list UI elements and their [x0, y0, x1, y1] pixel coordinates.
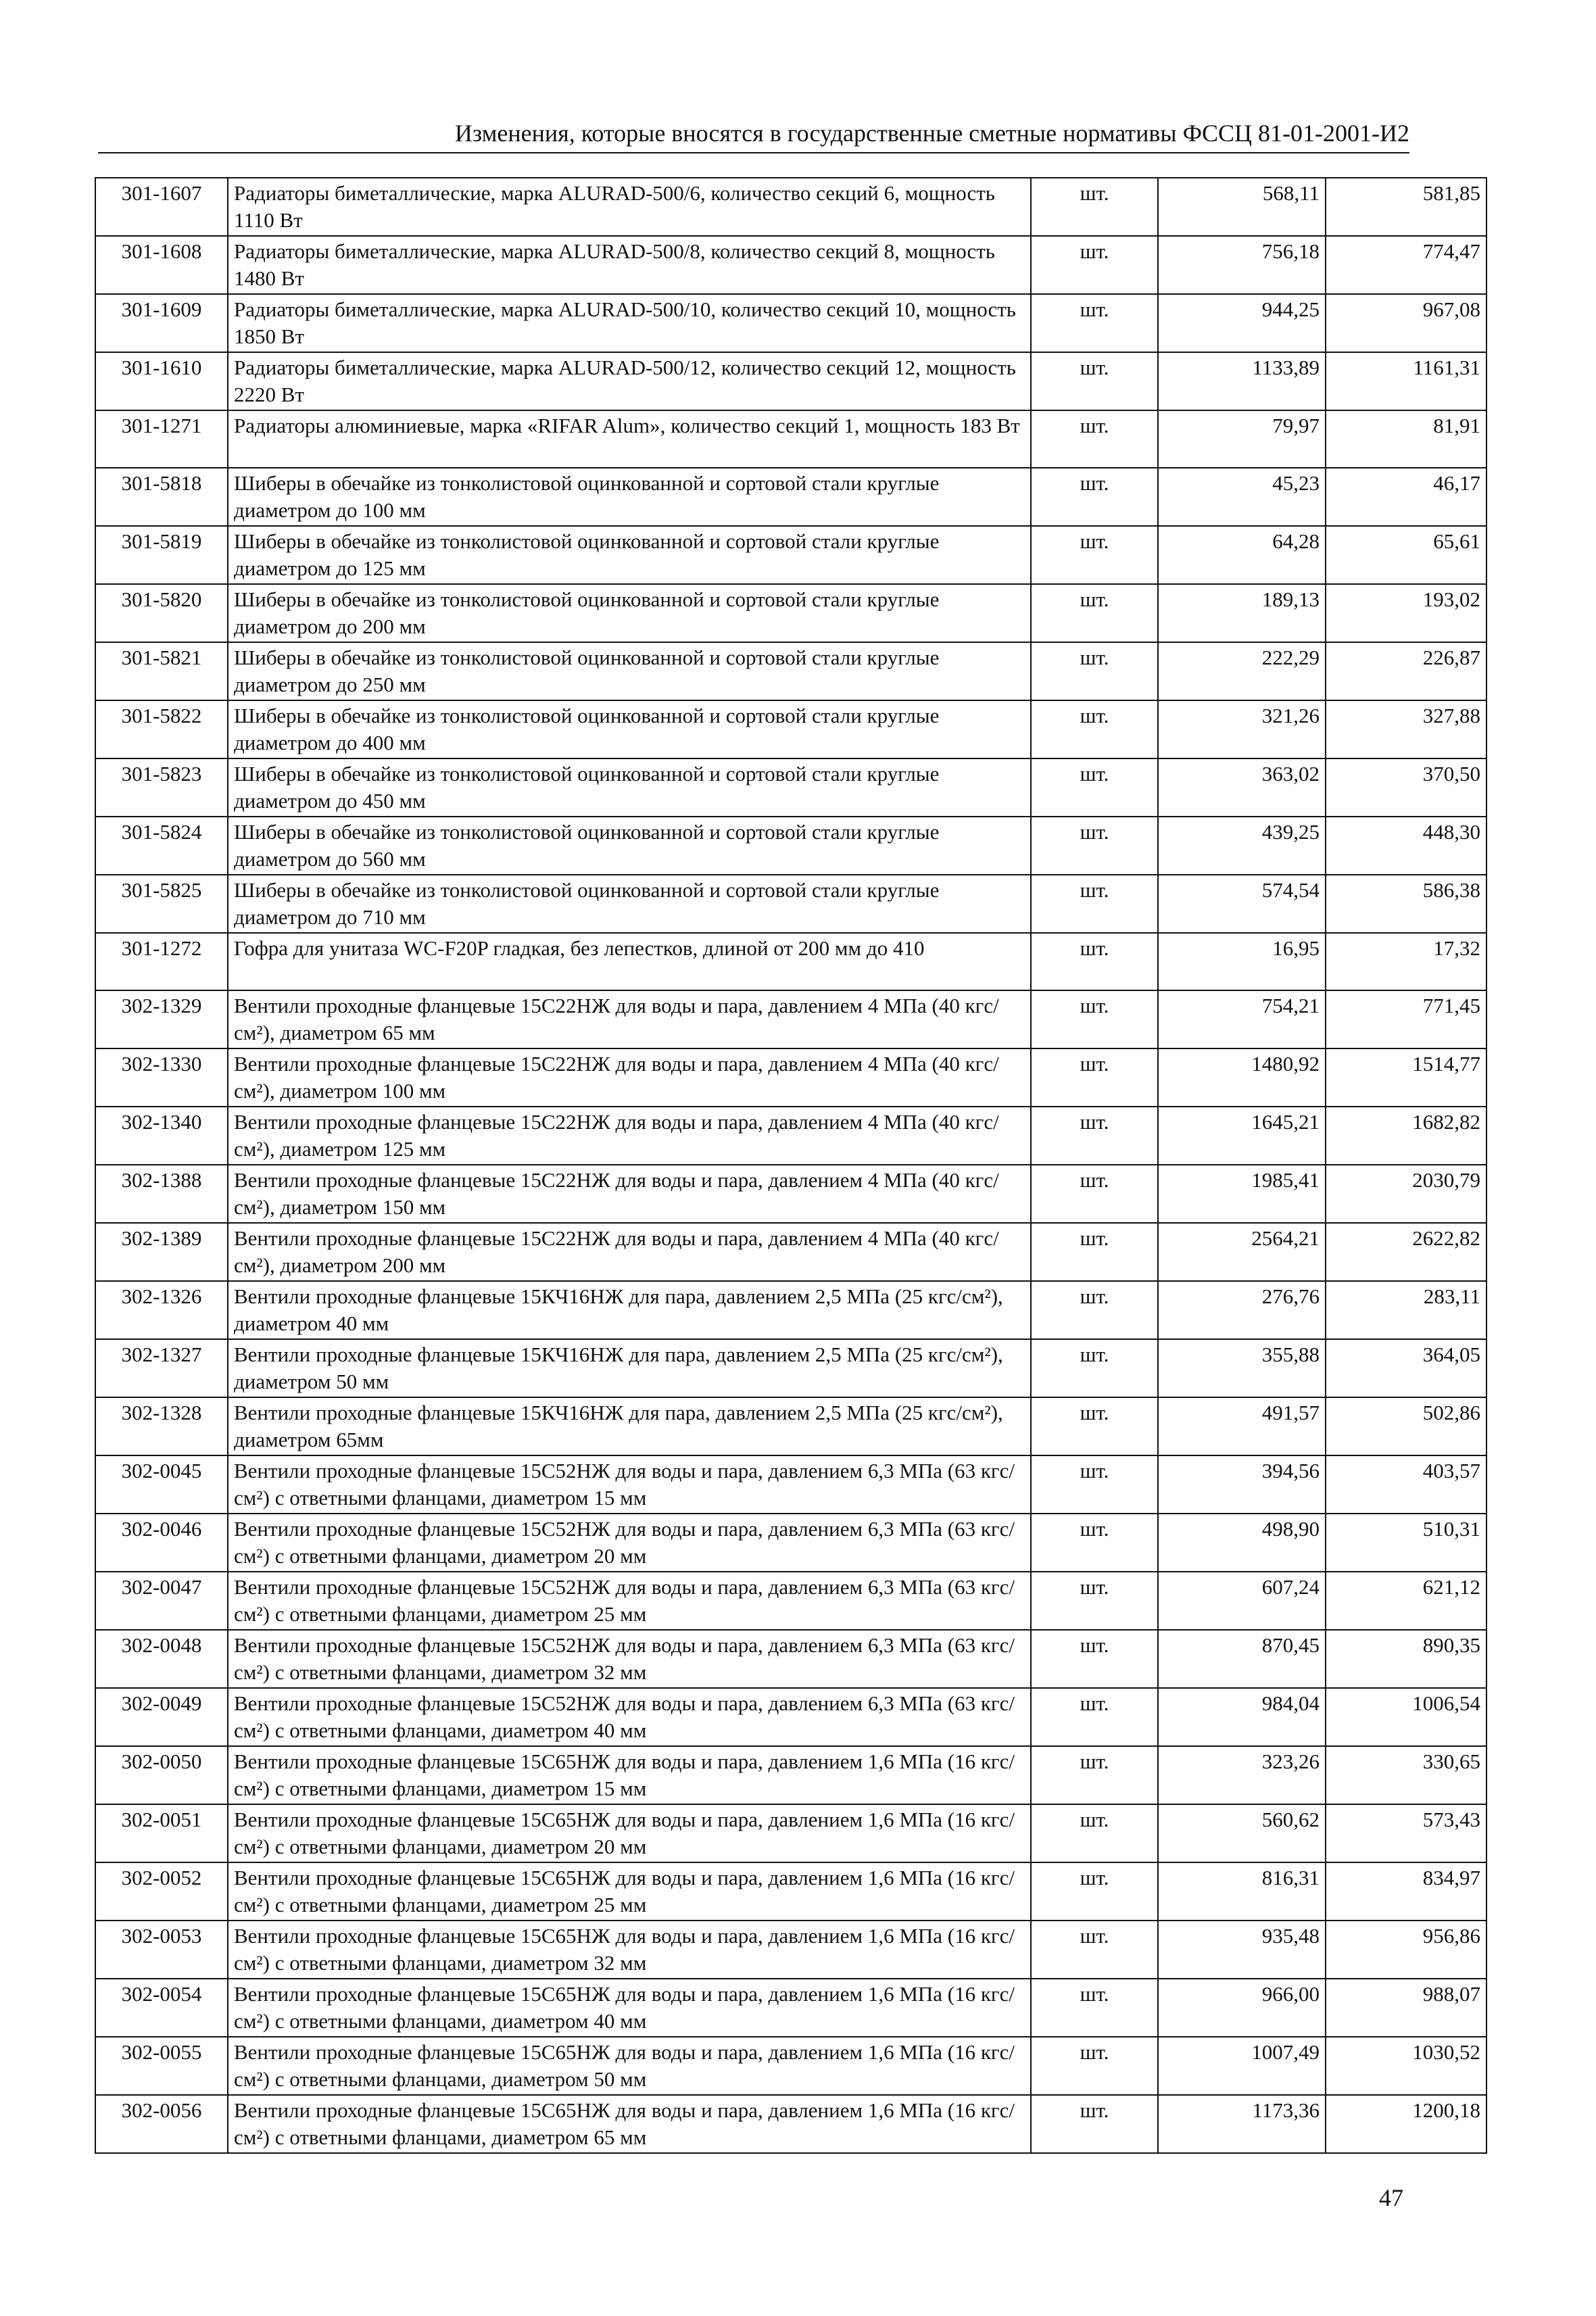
description-cell: Вентили проходные фланцевые 15С22НЖ для воды и пара, давлением 4 МПа (40 кгс/см²), диаметром 200 мм — [228, 1223, 1031, 1281]
price-cell: 984,04 — [1158, 1688, 1326, 1746]
unit-cell: шт. — [1031, 642, 1158, 700]
table-row — [95, 410, 1486, 468]
price-cell: 816,31 — [1158, 1862, 1326, 1921]
resource-code-cell: 302-0052 — [95, 1862, 228, 1921]
description-cell: Вентили проходные фланцевые 15С52НЖ для воды и пара, давлением 6,3 МПа (63 кгс/см²) с ответными фланцами, диаметром 32 мм — [228, 1630, 1031, 1688]
price-cell: 439,25 — [1158, 817, 1326, 875]
price-table-body — [95, 178, 1486, 2153]
unit-cell: шт. — [1031, 817, 1158, 875]
price-cell: 222,29 — [1158, 642, 1326, 700]
unit-cell: шт. — [1031, 1339, 1158, 1397]
price-cell: 1007,49 — [1158, 2037, 1326, 2095]
description-cell: Вентили проходные фланцевые 15С22НЖ для воды и пара, давлением 4 МПа (40 кгс/см²), диаметром 150 мм — [228, 1165, 1031, 1223]
table-row — [95, 584, 1486, 642]
description-cell: Радиаторы биметаллические, марка ALURAD-500/12, количество секций 12, мощность 2220 Вт — [228, 352, 1031, 410]
resource-code-cell: 301-5825 — [95, 875, 228, 933]
unit-cell: шт. — [1031, 1223, 1158, 1281]
price-updated-cell: 502,86 — [1326, 1397, 1486, 1455]
table-row — [95, 1514, 1486, 1572]
resource-code-cell: 302-1328 — [95, 1397, 228, 1455]
description-cell: Шиберы в обечайке из тонколистовой оцинкованной и сортовой стали круглые диаметром до 710 мм — [228, 875, 1031, 933]
table-row — [95, 875, 1486, 933]
price-updated-cell: 890,35 — [1326, 1630, 1486, 1688]
unit-cell: шт. — [1031, 700, 1158, 758]
price-updated-cell: 1161,31 — [1326, 352, 1486, 410]
table-row — [95, 758, 1486, 817]
unit-cell: шт. — [1031, 410, 1158, 468]
price-updated-cell: 581,85 — [1326, 178, 1486, 236]
price-cell: 491,57 — [1158, 1397, 1326, 1455]
price-updated-cell: 81,91 — [1326, 410, 1486, 468]
unit-cell: шт. — [1031, 1862, 1158, 1921]
price-updated-cell: 2622,82 — [1326, 1223, 1486, 1281]
resource-code-cell: 302-0048 — [95, 1630, 228, 1688]
unit-cell: шт. — [1031, 933, 1158, 990]
description-cell: Радиаторы биметаллические, марка ALURAD-500/10, количество секций 10, мощность 1850 Вт — [228, 294, 1031, 352]
resource-code-cell: 301-5818 — [95, 468, 228, 526]
unit-cell: шт. — [1031, 2095, 1158, 2153]
table-row — [95, 642, 1486, 700]
table-row — [95, 1107, 1486, 1165]
price-cell: 45,23 — [1158, 468, 1326, 526]
price-cell: 754,21 — [1158, 990, 1326, 1048]
unit-cell: шт. — [1031, 1165, 1158, 1223]
price-updated-cell: 226,87 — [1326, 642, 1486, 700]
description-cell: Вентили проходные фланцевые 15С65НЖ для воды и пара, давлением 1,6 МПа (16 кгс/см²) с ответными фланцами, диаметром 20 мм — [228, 1804, 1031, 1862]
price-updated-cell: 573,43 — [1326, 1804, 1486, 1862]
table-row — [95, 352, 1486, 410]
description-cell: Вентили проходные фланцевые 15КЧ16НЖ для пара, давлением 2,5 МПа (25 кгс/см²), диаметром 50 мм — [228, 1339, 1031, 1397]
price-cell: 189,13 — [1158, 584, 1326, 642]
unit-cell: шт. — [1031, 1979, 1158, 2037]
table-row — [95, 1281, 1486, 1339]
price-updated-cell: 1006,54 — [1326, 1688, 1486, 1746]
price-cell: 16,95 — [1158, 933, 1326, 990]
unit-cell: шт. — [1031, 2037, 1158, 2095]
unit-cell: шт. — [1031, 758, 1158, 817]
table-row — [95, 178, 1486, 236]
table-row — [95, 1688, 1486, 1746]
price-cell: 944,25 — [1158, 294, 1326, 352]
table-row — [95, 1572, 1486, 1630]
price-updated-cell: 586,38 — [1326, 875, 1486, 933]
unit-cell: шт. — [1031, 1281, 1158, 1339]
unit-cell: шт. — [1031, 1397, 1158, 1455]
price-updated-cell: 403,57 — [1326, 1455, 1486, 1514]
resource-code-cell: 302-1329 — [95, 990, 228, 1048]
description-cell: Радиаторы алюминиевые, марка «RIFAR Alum», количество секций 1, мощность 183 Вт — [228, 410, 1031, 468]
table-row — [95, 294, 1486, 352]
table-row — [95, 933, 1486, 990]
resource-code-cell: 302-0047 — [95, 1572, 228, 1630]
resource-code-cell: 302-0050 — [95, 1746, 228, 1804]
price-updated-cell: 834,97 — [1326, 1862, 1486, 1921]
price-updated-cell: 771,45 — [1326, 990, 1486, 1048]
unit-cell: шт. — [1031, 875, 1158, 933]
table-row — [95, 1165, 1486, 1223]
table-row — [95, 526, 1486, 584]
price-cell: 574,54 — [1158, 875, 1326, 933]
description-cell: Радиаторы биметаллические, марка ALURAD-500/8, количество секций 8, мощность 1480 Вт — [228, 236, 1031, 294]
price-updated-cell: 327,88 — [1326, 700, 1486, 758]
resource-code-cell: 302-0055 — [95, 2037, 228, 2095]
resource-code-cell: 301-5824 — [95, 817, 228, 875]
unit-cell: шт. — [1031, 1746, 1158, 1804]
table-row — [95, 1223, 1486, 1281]
table-row — [95, 1746, 1486, 1804]
description-cell: Вентили проходные фланцевые 15С52НЖ для воды и пара, давлением 6,3 МПа (63 кгс/см²) с ответными фланцами, диаметром 15 мм — [228, 1455, 1031, 1514]
unit-cell: шт. — [1031, 1804, 1158, 1862]
table-row — [95, 1455, 1486, 1514]
resource-code-cell: 302-1327 — [95, 1339, 228, 1397]
table-row — [95, 817, 1486, 875]
description-cell: Вентили проходные фланцевые 15С52НЖ для воды и пара, давлением 6,3 МПа (63 кгс/см²) с ответными фланцами, диаметром 20 мм — [228, 1514, 1031, 1572]
description-cell: Шиберы в обечайке из тонколистовой оцинкованной и сортовой стали круглые диаметром до 250 мм — [228, 642, 1031, 700]
resource-code-cell: 301-1609 — [95, 294, 228, 352]
description-cell: Вентили проходные фланцевые 15С65НЖ для воды и пара, давлением 1,6 МПа (16 кгс/см²) с ответными фланцами, диаметром 32 мм — [228, 1921, 1031, 1979]
resource-code-cell: 302-0051 — [95, 1804, 228, 1862]
table-row — [95, 990, 1486, 1048]
price-cell: 394,56 — [1158, 1455, 1326, 1514]
description-cell: Вентили проходные фланцевые 15С65НЖ для воды и пара, давлением 1,6 МПа (16 кгс/см²) с ответными фланцами, диаметром 65 мм — [228, 2095, 1031, 2153]
price-updated-cell: 17,32 — [1326, 933, 1486, 990]
price-updated-cell: 1514,77 — [1326, 1048, 1486, 1107]
price-cell: 64,28 — [1158, 526, 1326, 584]
resource-code-cell: 302-1330 — [95, 1048, 228, 1107]
price-updated-cell: 1682,82 — [1326, 1107, 1486, 1165]
table-row — [95, 1862, 1486, 1921]
price-updated-cell: 2030,79 — [1326, 1165, 1486, 1223]
price-cell: 560,62 — [1158, 1804, 1326, 1862]
description-cell: Вентили проходные фланцевые 15С22НЖ для воды и пара, давлением 4 МПа (40 кгс/см²), диаметром 100 мм — [228, 1048, 1031, 1107]
price-cell: 1480,92 — [1158, 1048, 1326, 1107]
price-updated-cell: 193,02 — [1326, 584, 1486, 642]
price-updated-cell: 988,07 — [1326, 1979, 1486, 2037]
description-cell: Шиберы в обечайке из тонколистовой оцинкованной и сортовой стали круглые диаметром до 100 мм — [228, 468, 1031, 526]
price-table — [95, 177, 1487, 2154]
resource-code-cell: 302-1326 — [95, 1281, 228, 1339]
unit-cell: шт. — [1031, 1455, 1158, 1514]
description-cell: Шиберы в обечайке из тонколистовой оцинкованной и сортовой стали круглые диаметром до 125 мм — [228, 526, 1031, 584]
price-updated-cell: 364,05 — [1326, 1339, 1486, 1397]
resource-code-cell: 301-1608 — [95, 236, 228, 294]
resource-code-cell: 302-1388 — [95, 1165, 228, 1223]
page-header: Изменения, которые вносятся в государственные сметные нормативы ФССЦ 81-01-2001-И2 — [98, 118, 1409, 153]
unit-cell: шт. — [1031, 236, 1158, 294]
price-cell: 870,45 — [1158, 1630, 1326, 1688]
description-cell: Вентили проходные фланцевые 15С65НЖ для воды и пара, давлением 1,6 МПа (16 кгс/см²) с ответными фланцами, диаметром 40 мм — [228, 1979, 1031, 2037]
unit-cell: шт. — [1031, 1921, 1158, 1979]
price-cell: 321,26 — [1158, 700, 1326, 758]
resource-code-cell: 302-1340 — [95, 1107, 228, 1165]
resource-code-cell: 301-5821 — [95, 642, 228, 700]
resource-code-cell: 302-0053 — [95, 1921, 228, 1979]
description-cell: Вентили проходные фланцевые 15С65НЖ для воды и пара, давлением 1,6 МПа (16 кгс/см²) с ответными фланцами, диаметром 15 мм — [228, 1746, 1031, 1804]
price-updated-cell: 510,31 — [1326, 1514, 1486, 1572]
resource-code-cell: 301-1610 — [95, 352, 228, 410]
table-row — [95, 2037, 1486, 2095]
description-cell: Вентили проходные фланцевые 15КЧ16НЖ для пара, давлением 2,5 МПа (25 кгс/см²), диаметром 65мм — [228, 1397, 1031, 1455]
price-updated-cell: 46,17 — [1326, 468, 1486, 526]
resource-code-cell: 301-5822 — [95, 700, 228, 758]
price-updated-cell: 956,86 — [1326, 1921, 1486, 1979]
price-cell: 323,26 — [1158, 1746, 1326, 1804]
price-updated-cell: 1200,18 — [1326, 2095, 1486, 2153]
price-updated-cell: 774,47 — [1326, 236, 1486, 294]
table-row — [95, 1048, 1486, 1107]
table-row — [95, 1339, 1486, 1397]
resource-code-cell: 302-1389 — [95, 1223, 228, 1281]
unit-cell: шт. — [1031, 178, 1158, 236]
price-cell: 607,24 — [1158, 1572, 1326, 1630]
price-updated-cell: 621,12 — [1326, 1572, 1486, 1630]
page-number: 47 — [1379, 2184, 1403, 2211]
description-cell: Гофра для унитаза WC-F20P гладкая, без лепестков, длиной от 200 мм до 410 — [228, 933, 1031, 990]
description-cell: Шиберы в обечайке из тонколистовой оцинкованной и сортовой стали круглые диаметром до 400 мм — [228, 700, 1031, 758]
resource-code-cell: 302-0045 — [95, 1455, 228, 1514]
description-cell: Радиаторы биметаллические, марка ALURAD-500/6, количество секций 6, мощность 1110 Вт — [228, 178, 1031, 236]
unit-cell: шт. — [1031, 1630, 1158, 1688]
unit-cell: шт. — [1031, 1048, 1158, 1107]
table-row — [95, 700, 1486, 758]
unit-cell: шт. — [1031, 1107, 1158, 1165]
description-cell: Вентили проходные фланцевые 15С52НЖ для воды и пара, давлением 6,3 МПа (63 кгс/см²) с ответными фланцами, диаметром 25 мм — [228, 1572, 1031, 1630]
table-row — [95, 1979, 1486, 2037]
description-cell: Вентили проходные фланцевые 15С52НЖ для воды и пара, давлением 6,3 МПа (63 кгс/см²) с ответными фланцами, диаметром 40 мм — [228, 1688, 1031, 1746]
unit-cell: шт. — [1031, 526, 1158, 584]
unit-cell: шт. — [1031, 584, 1158, 642]
description-cell: Вентили проходные фланцевые 15С65НЖ для воды и пара, давлением 1,6 МПа (16 кгс/см²) с ответными фланцами, диаметром 25 мм — [228, 1862, 1031, 1921]
table-row — [95, 1630, 1486, 1688]
price-cell: 1985,41 — [1158, 1165, 1326, 1223]
unit-cell: шт. — [1031, 294, 1158, 352]
price-cell: 355,88 — [1158, 1339, 1326, 1397]
unit-cell: шт. — [1031, 990, 1158, 1048]
price-cell: 363,02 — [1158, 758, 1326, 817]
resource-code-cell: 301-5819 — [95, 526, 228, 584]
table-row — [95, 236, 1486, 294]
resource-code-cell: 302-0046 — [95, 1514, 228, 1572]
unit-cell: шт. — [1031, 352, 1158, 410]
resource-code-cell: 301-1607 — [95, 178, 228, 236]
table-row — [95, 1397, 1486, 1455]
resource-code-cell: 301-1271 — [95, 410, 228, 468]
unit-cell: шт. — [1031, 1688, 1158, 1746]
resource-code-cell: 302-0054 — [95, 1979, 228, 2037]
price-cell: 966,00 — [1158, 1979, 1326, 2037]
table-row — [95, 468, 1486, 526]
price-cell: 1645,21 — [1158, 1107, 1326, 1165]
description-cell: Вентили проходные фланцевые 15С22НЖ для воды и пара, давлением 4 МПа (40 кгс/см²), диаметром 125 мм — [228, 1107, 1031, 1165]
description-cell: Шиберы в обечайке из тонколистовой оцинкованной и сортовой стали круглые диаметром до 560 мм — [228, 817, 1031, 875]
price-cell: 756,18 — [1158, 236, 1326, 294]
price-cell: 498,90 — [1158, 1514, 1326, 1572]
price-cell: 276,76 — [1158, 1281, 1326, 1339]
unit-cell: шт. — [1031, 1514, 1158, 1572]
price-updated-cell: 967,08 — [1326, 294, 1486, 352]
resource-code-cell: 302-0056 — [95, 2095, 228, 2153]
table-row — [95, 2095, 1486, 2153]
description-cell: Вентили проходные фланцевые 15С65НЖ для воды и пара, давлением 1,6 МПа (16 кгс/см²) с ответными фланцами, диаметром 50 мм — [228, 2037, 1031, 2095]
description-cell: Вентили проходные фланцевые 15КЧ16НЖ для пара, давлением 2,5 МПа (25 кгс/см²), диаметром 40 мм — [228, 1281, 1031, 1339]
resource-code-cell: 301-5820 — [95, 584, 228, 642]
price-cell: 1133,89 — [1158, 352, 1326, 410]
price-updated-cell: 370,50 — [1326, 758, 1486, 817]
price-cell: 935,48 — [1158, 1921, 1326, 1979]
description-cell: Шиберы в обечайке из тонколистовой оцинкованной и сортовой стали круглые диаметром до 450 мм — [228, 758, 1031, 817]
price-updated-cell: 1030,52 — [1326, 2037, 1486, 2095]
description-cell: Шиберы в обечайке из тонколистовой оцинкованной и сортовой стали круглые диаметром до 200 мм — [228, 584, 1031, 642]
table-row — [95, 1804, 1486, 1862]
price-updated-cell: 448,30 — [1326, 817, 1486, 875]
price-cell: 2564,21 — [1158, 1223, 1326, 1281]
price-cell: 79,97 — [1158, 410, 1326, 468]
resource-code-cell: 301-5823 — [95, 758, 228, 817]
price-updated-cell: 330,65 — [1326, 1746, 1486, 1804]
description-cell: Вентили проходные фланцевые 15С22НЖ для воды и пара, давлением 4 МПа (40 кгс/см²), диаметром 65 мм — [228, 990, 1031, 1048]
price-updated-cell: 283,11 — [1326, 1281, 1486, 1339]
price-updated-cell: 65,61 — [1326, 526, 1486, 584]
unit-cell: шт. — [1031, 468, 1158, 526]
table-row — [95, 1921, 1486, 1979]
price-cell: 568,11 — [1158, 178, 1326, 236]
unit-cell: шт. — [1031, 1572, 1158, 1630]
resource-code-cell: 301-1272 — [95, 933, 228, 990]
price-cell: 1173,36 — [1158, 2095, 1326, 2153]
resource-code-cell: 302-0049 — [95, 1688, 228, 1746]
